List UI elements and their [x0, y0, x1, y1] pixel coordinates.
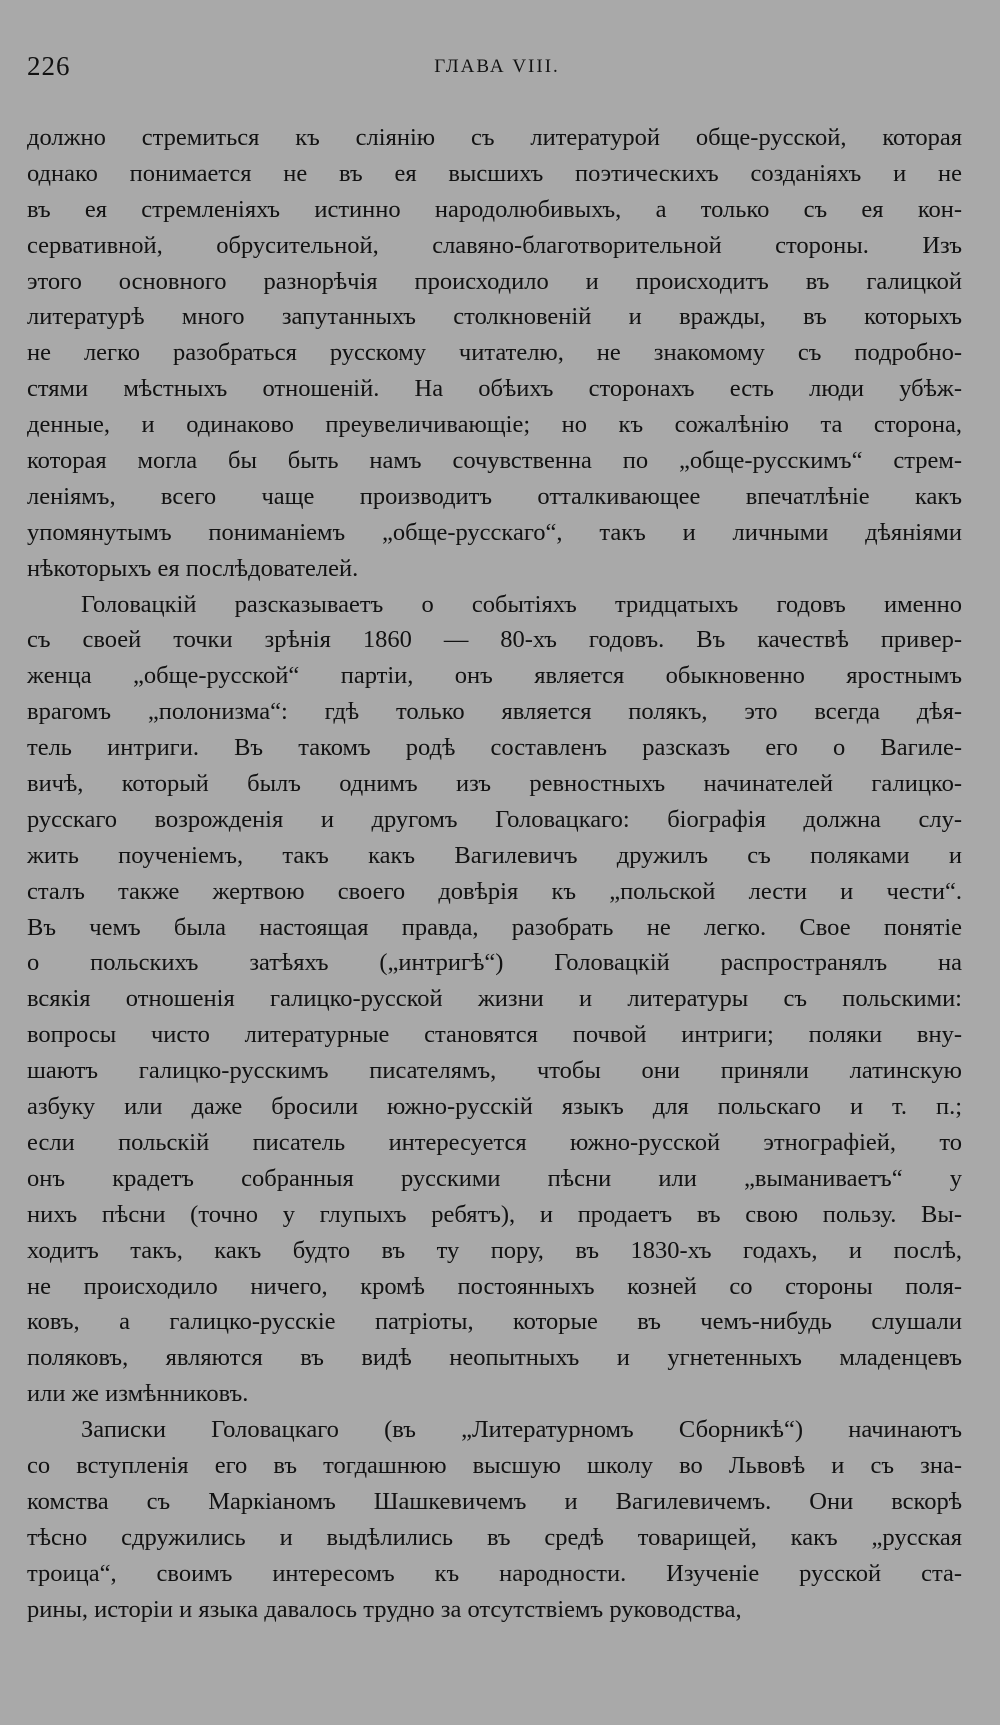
- text-line: литературѣ много запутанныхъ столкновеній и вражды, въ которыхъ: [27, 303, 962, 331]
- text-line: комства съ Маркіаномъ Шашкевичемъ и Вагилевичемъ. Они вскорѣ: [27, 1487, 962, 1515]
- text-line: этого основного разнорѣчія происходило и происходитъ въ галицкой: [27, 267, 962, 295]
- text-line: должно стремиться къ сліянію съ литературой обще-русской, которая: [27, 124, 962, 151]
- text-line: женца „обще-русской“ партіи, онъ является обыкновенно яростнымъ: [27, 662, 962, 690]
- paragraph: [27, 587, 962, 1412]
- text-line: жить поученіемъ, такъ какъ Вагилевичъ дружилъ съ поляками и: [27, 841, 962, 869]
- text-line: русскаго возрожденія и другомъ Головацкаго: біографія должна слу-: [27, 805, 962, 833]
- text-line: стями мѣстныхъ отношеній. На обѣихъ сторонахъ есть люди убѣж-: [27, 375, 962, 403]
- text-line: сталъ также жертвою своего довѣрія къ „польской лести и чести“.: [27, 877, 962, 905]
- text-line: вопросы чисто литературные становятся почвой интриги; поляки вну-: [27, 1021, 962, 1049]
- text-line: не происходило ничего, кромѣ постоянныхъ козней со стороны поля-: [27, 1272, 962, 1300]
- text-line: съ своей точки зрѣнія 1860 — 80-хъ годовъ. Въ качествѣ привер-: [27, 626, 962, 654]
- text-line: Записки Головацкаго (въ „Литературномъ Сборникѣ“) начинаютъ: [81, 1416, 962, 1444]
- text-line: нихъ пѣсни (точно у глупыхъ ребятъ), и продаетъ въ свою пользу. Вы-: [27, 1200, 962, 1228]
- text-line: шаютъ галицко-русскимъ писателямъ, чтобы они приняли латинскую: [27, 1057, 962, 1085]
- text-line: Головацкій разсказываетъ о событіяхъ тридцатыхъ годовъ именно: [81, 590, 962, 618]
- paragraph: [27, 120, 962, 587]
- text-line: о польскихъ затѣяхъ („интригѣ“) Головацкій распространялъ на: [27, 949, 962, 977]
- text-line: поляковъ, являются въ видѣ неопытныхъ и угнетенныхъ младенцевъ: [27, 1344, 962, 1372]
- text-line: врагомъ „полонизма“: гдѣ только является полякъ, это всегда дѣя-: [27, 698, 962, 726]
- text-line: вичѣ, который былъ однимъ изъ ревностныхъ начинателей галицко-: [27, 770, 962, 798]
- text-line: нѣкоторыхъ ея послѣдователей.: [27, 554, 359, 582]
- text-line: которая могла бы быть намъ сочувственна по „обще-русскимъ“ стрем-: [27, 447, 962, 475]
- text-line: упомянутымъ пониманіемъ „обще-русскаго“, такъ и личными дѣяніями: [27, 518, 962, 546]
- text-line: леніямъ, всего чаще производитъ отталкивающее впечатлѣніе какъ: [27, 482, 962, 510]
- text-line: онъ крадетъ собранныя русскими пѣсни или „выманиваетъ“ у: [27, 1164, 962, 1192]
- paragraph: [27, 1412, 962, 1627]
- text-line: тѣсно сдружились и выдѣлились въ средѣ товарищей, какъ „русская: [27, 1523, 962, 1551]
- text-line: троица“, своимъ интересомъ къ народности. Изученіе русской ста-: [27, 1559, 962, 1587]
- text-line: ковъ, а галицко-русскіе патріоты, которые въ чемъ-нибудь слушали: [27, 1308, 962, 1336]
- text-line: рины, исторіи и языка давалось трудно за отсутствіемъ руководства,: [27, 1595, 742, 1623]
- page-header: [27, 46, 967, 86]
- chapter-title: ГЛАВА VIII.: [434, 56, 560, 77]
- text-line: однако понимается не въ ея высшихъ поэтическихъ созданіяхъ и не: [27, 159, 962, 187]
- text-line: Въ чемъ была настоящая правда, разобрать не легко. Свое понятіе: [27, 913, 962, 941]
- text-line: не легко разобраться русскому читателю, не знакомому съ подробно-: [27, 339, 962, 367]
- text-line: ходитъ такъ, какъ будто въ ту пору, въ 1830-хъ годахъ, и послѣ,: [27, 1236, 962, 1264]
- text-line: если польскій писатель интересуется южно-русской этнографіей, то: [27, 1128, 962, 1156]
- page-number: 226: [27, 51, 71, 81]
- text-line: денные, и одинаково преувеличивающіе; но къ сожалѣнію та сторона,: [27, 411, 962, 439]
- text-line: сервативной, обрусительной, славяно-благотворительной стороны. Изъ: [27, 231, 962, 259]
- text-line: со вступленія его въ тогдашнюю высшую школу во Львовѣ и съ зна-: [27, 1451, 962, 1479]
- text-line: всякія отношенія галицко-русской жизни и литературы съ польскими:: [27, 985, 962, 1013]
- text-line: азбуку или даже бросили южно-русскій языкъ для польскаго и т. п.;: [27, 1093, 962, 1121]
- body-text: [27, 120, 962, 1627]
- text-line: тель интриги. Въ такомъ родѣ составленъ разсказъ его о Вагиле-: [27, 734, 962, 762]
- text-line: въ ея стремленіяхъ истинно народолюбивыхъ, а только съ ея кон-: [27, 195, 962, 223]
- text-line: или же измѣнниковъ.: [27, 1380, 249, 1408]
